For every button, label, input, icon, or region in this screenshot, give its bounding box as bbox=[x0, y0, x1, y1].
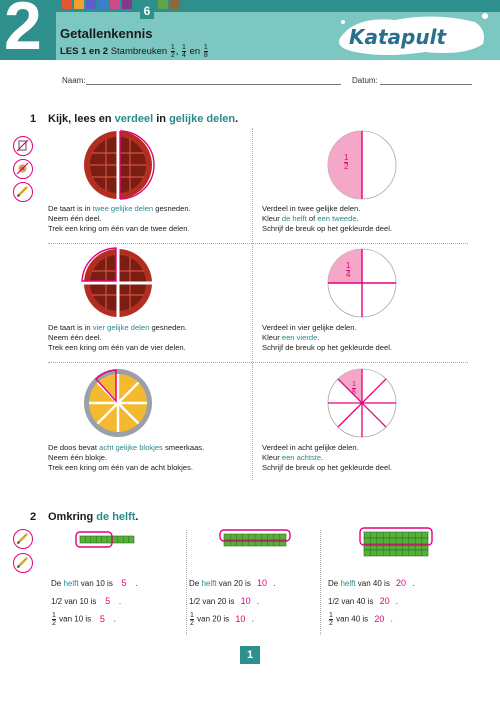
color-square bbox=[62, 0, 72, 9]
fraction: $\frac{1}{2}$ bbox=[52, 612, 56, 627]
statement-slash: 1/2 van 40 is 20 . bbox=[328, 596, 399, 606]
statement-half: De helft van 10 is 5 . bbox=[51, 578, 138, 588]
fraction-label-eighth: $\frac{1}{8}$ bbox=[352, 381, 356, 396]
exercise-number: 2 bbox=[30, 511, 37, 523]
row2-right-text: Verdeel in vier gelijke delen. Kleur een vierde. Schrijf de breuk op het gekleurde deel. bbox=[262, 323, 393, 352]
answer-field[interactable]: 5 bbox=[105, 596, 111, 606]
row3-left-text: De doos bevat acht gelijke blokjes smeerkaas. Neem één blokje. Trek een kring om één van de acht blokjes. bbox=[48, 443, 205, 472]
row-divider bbox=[48, 243, 468, 244]
statement-slash: 1/2 van 10 is 5 . bbox=[51, 596, 122, 606]
answer-field[interactable]: 5 bbox=[99, 613, 105, 624]
statement-fraction: $\frac{1}{2}$ van 40 is 20 . bbox=[329, 612, 393, 627]
statement-fraction: $\frac{1}{2}$ van 10 is 5 . bbox=[52, 612, 116, 627]
color-square bbox=[74, 0, 84, 9]
row1-right-text: Verdeel in twee gelijke delen. Kleur de helft of een tweede. Schrijf de breuk op het gekleurde deel. bbox=[262, 204, 393, 233]
logo-text: Katapult bbox=[349, 25, 447, 49]
fraction: $\frac{1}{4}$ bbox=[182, 44, 186, 59]
column-divider bbox=[320, 530, 321, 635]
name-line[interactable] bbox=[86, 84, 341, 85]
column-divider bbox=[252, 128, 253, 480]
exercise-number: 1 bbox=[30, 113, 37, 125]
lesson-prefix: LES 1 en 2 bbox=[60, 46, 109, 58]
color-square bbox=[86, 0, 96, 9]
fraction: $\frac{1}{2}$ bbox=[190, 612, 194, 627]
pie-halves bbox=[68, 128, 168, 202]
fraction: $\frac{1}{8}$ bbox=[203, 44, 208, 59]
fraction: $\frac{1}{2}$ bbox=[329, 612, 333, 627]
fraction-circle-quarters bbox=[320, 246, 404, 320]
color-square bbox=[110, 0, 120, 9]
lesson-line: LES 1 en 2 Stambreuken $\frac{1}{2}$ , $\frac{1}{4}$ en $\frac{1}{8}$ bbox=[60, 44, 208, 59]
row-divider bbox=[48, 362, 468, 363]
answer-field[interactable]: 5 bbox=[121, 578, 127, 588]
name-label: Naam: bbox=[62, 76, 86, 85]
row2-left-text: De taart is in vier gelijke delen gesneden. Neem één deel. Trek een kring om één van de vier delen. bbox=[48, 323, 187, 352]
lesson-topic: Stambreuken bbox=[110, 46, 168, 58]
blocks-20 bbox=[218, 529, 292, 553]
exercise-title: Kijk, lees en verdeel in gelijke delen. bbox=[48, 113, 239, 125]
grade-number: 2 bbox=[4, 0, 42, 64]
fraction-label-quarter: $\frac{1}{4}$ bbox=[346, 261, 351, 279]
statement-half: De helft van 20 is 10 . bbox=[189, 578, 276, 588]
fraction-label-half: $\frac{1}{2}$ bbox=[344, 153, 349, 171]
row1-left-text: De taart is in twee gelijke delen gesneden. Neem één deel. Trek een kring om één van de twee delen. bbox=[48, 204, 191, 233]
pencil-icon bbox=[13, 529, 33, 549]
color-square bbox=[98, 0, 108, 9]
page-number: 1 bbox=[240, 646, 260, 664]
color-square bbox=[158, 0, 168, 9]
statement-half: De helft van 40 is 20 . bbox=[328, 578, 415, 588]
blocks-40 bbox=[358, 527, 434, 567]
answer-field[interactable]: 20 bbox=[374, 613, 385, 624]
pie-quarters bbox=[68, 246, 168, 320]
blocks-10 bbox=[74, 531, 144, 549]
answer-field[interactable]: 20 bbox=[396, 578, 407, 588]
answer-field[interactable]: 10 bbox=[240, 596, 251, 606]
look-icon bbox=[13, 159, 33, 179]
katapult-logo bbox=[335, 8, 490, 60]
color-square bbox=[170, 0, 180, 9]
unit-number: 6 bbox=[140, 3, 154, 19]
answer-field[interactable]: 10 bbox=[235, 613, 246, 624]
pencil-icon bbox=[13, 553, 33, 573]
statement-fraction: $\frac{1}{2}$ van 20 is 10 . bbox=[190, 612, 254, 627]
pencil-icon bbox=[13, 182, 33, 202]
statement-slash: 1/2 van 20 is 10 . bbox=[189, 596, 260, 606]
answer-field[interactable]: 10 bbox=[257, 578, 268, 588]
row3-right-text: Verdeel in acht gelijke delen. Kleur een achtste. Schrijf de breuk op het gekleurde deel. bbox=[262, 443, 393, 472]
column-divider bbox=[186, 530, 187, 635]
date-line[interactable] bbox=[380, 84, 472, 85]
fraction-circle-eighths bbox=[320, 366, 404, 440]
color-square bbox=[122, 0, 132, 9]
answer-field[interactable]: 20 bbox=[379, 596, 390, 606]
subject-title: Getallenkennis bbox=[60, 26, 153, 41]
cheese-box-eighths bbox=[68, 366, 168, 440]
date-label: Datum: bbox=[352, 76, 378, 85]
fraction: $\frac{1}{2}$ bbox=[170, 44, 175, 59]
fraction-circle-halves bbox=[320, 128, 404, 202]
exercise-title: Omkring de helft. bbox=[48, 511, 139, 523]
read-icon bbox=[13, 136, 33, 156]
